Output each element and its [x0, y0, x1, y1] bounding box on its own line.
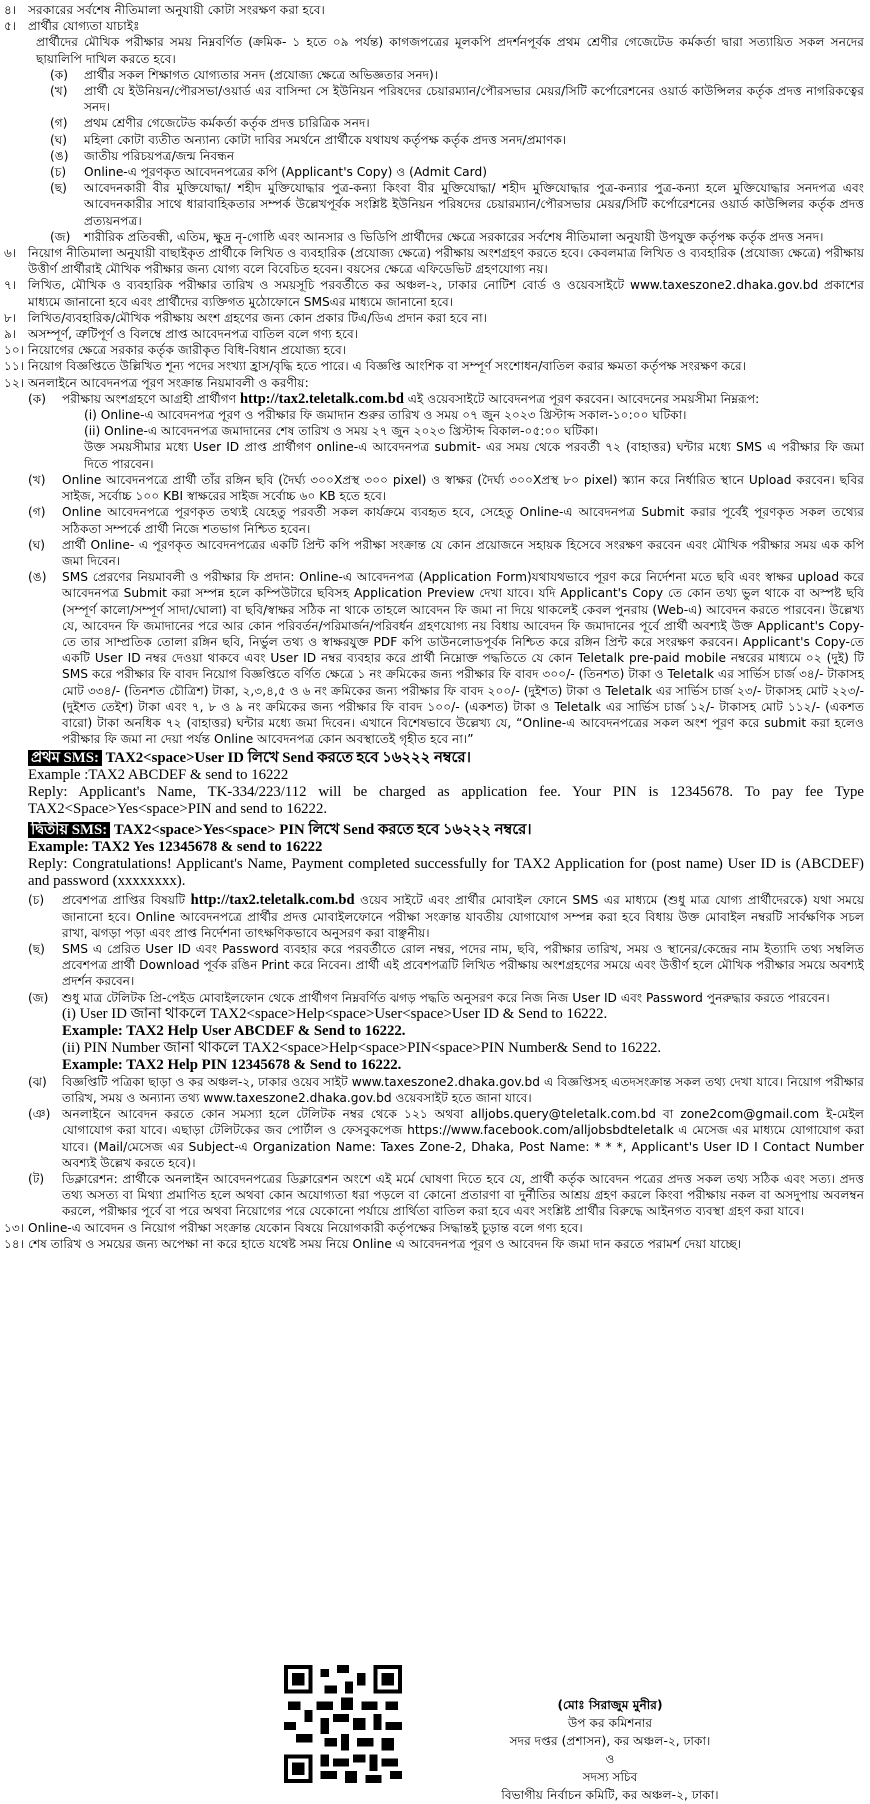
eligibility-item: (ঘ) মহিলা কোটা ব্যতীত অন্যান্য কোটা দাবির সমর্থনে প্রার্থীকে যথাযথ কর্তৃপক্ষ কর্তৃক প্রদত্ত সনদ/প্রমাণক।	[50, 132, 567, 147]
item-7: ৭। লিখিত, মৌখিক ও ব্যবহারিক পরীক্ষার তারিখ ও সময়সূচি পরবর্তীতে কর অঞ্চল-২, ঢাকার নোটিশ বোর্ড ও ওয়েবসাইটে www.taxeszone2.dhaka.gov.bd প্রকাশের মাধ্যমে জানানো হবে এবং প্রার্থীদের ব্যক্তিগত মুঠোফোনে SMSএর মাধ্যমে জানানো হবে।	[4, 278, 864, 309]
signatory-title: উপ কর কমিশনার	[567, 1716, 653, 1730]
sub-nya: (ঞ) অনলাইনে আবেদন করতে কোন সমস্যা হলে টেলিটক নম্বর থেকে ১২১ অথবা alljobs.query@teletalk.com.bd বা zone2com@gmail.com ই-মেইল যোগাযোগ করা যাবে। এছাড়া টেলিটকের জব পোর্টাল ও ফেসবুকপেজ https://www.facebook.com/alljobsbdteletalk এ মেসেজ এর মাধ্যমে যোগাযোগ করা যাবে। (Mail/মেসেজ এর Subject-এ Organization Name: Taxes Zone-2, Dhaka, Post Name: * * *, Applicant's User ID I Contact Number অবশ্যই উল্লেখ করতে হবে)।	[28, 1107, 864, 1170]
sms-second-block: দ্বিতীয় SMS: TAX2<space>Yes<space> PIN লিখে Send করতে হবে ১৬২২২ নম্বরে। Example: TAX2 Yes 12345678 & send to 16222 Reply: Congratulations! Applicant's Name, Payment completed successfully for TAX2 Application for (post name) User ID is (ABCDEF) and password (xxxxxxxx).	[28, 822, 864, 890]
item-6: ৬। নিয়োগ নীতিমালা অনুযায়ী বাছাইকৃত প্রার্থীকে লিখিত ও ব্যবহারিক (প্রযোজ্য ক্ষেত্রে) পরীক্ষায় অংশগ্রহণ করতে হবে। কেবলমাত্র লিখিত ও ব্যবহারিক (প্রযোজ্য ক্ষেত্রে) পরীক্ষায় উত্তীর্ণ প্রার্থীরাই মৌখিক পরীক্ষার জন্য যোগ্য বলে বিবেচিত হবেন। বয়সের ক্ষেত্রে এফিডেভিট গ্রহণযোগ্য নয়।	[4, 246, 864, 277]
sub-ja: (জ) শুধু মাত্র টেলিটক প্রি-পেইড মোবাইলফোন থেকে প্রার্থীগণ নিম্নবর্ণিত ঝগড় পদ্ধতি অনুসরণ করে নিজ নিজ User ID এবং Password পুনরুদ্ধার করতে পারবেন। (i) User ID জানা থাকলে TAX2<space>Help<space>User<space>User ID & Send to 16222. Example: TAX2 Help User ABCDEF & Send to 16222. (ii) PIN Number জানা থাকলে TAX2<space>Help<space>PIN<space>PIN Number& Send to 16222. Example: TAX2 Help PIN 12345678 & Send to 16222.	[28, 990, 830, 1073]
eligibility-item: (খ) প্রার্থী যে ইউনিয়ন/পৌরসভা/ওয়ার্ড এর বাসিন্দা সে ইউনিয়ন পরিষদের চেয়ারম্যান/পৌরসভার মেয়র/সিটি কর্পোরেশনের ওয়ার্ড কাউন্সিলর কর্তৃক প্রদত্ত নাগরিকত্বের সনদ।	[50, 84, 864, 115]
signatory-office: সদর দপ্তর (প্রশাসন), কর অঞ্চল-২, ঢাকা।	[509, 1734, 711, 1748]
sms-second-label: দ্বিতীয় SMS:	[28, 822, 110, 838]
signatory-role: সদস্য সচিব	[582, 1770, 638, 1784]
eligibility-item: (ঙ) জাতীয় পরিচয়পত্র/জন্ম নিবন্ধন	[50, 148, 235, 163]
item-5: ৫। প্রার্থীর যোগ্যতা যাচাইঃ প্রার্থীদের মৌখিক পরীক্ষার সময় নিম্নবর্ণিত (ক্রমিক- ১ হতে ০৯ পর্যন্ত) কাগজপত্রের মূলকপি প্রদর্শনপূর্বক প্রথম শ্রেণীর গেজেটেড কর্মকর্তা দ্বারা সত্যায়িত সকল সনদের ছায়ালিপি দাখিল করতে হবে। (ক) প্রার্থীর সকল শিক্ষাগত যোগ্যতার সনদ (প্রযোজ্য ক্ষেত্রে অভিজ্ঞতার সনদ)। (খ) প্রার্থী যে ইউনিয়ন/পৌরসভা/ওয়ার্ড এর বাসিন্দা সে ইউনিয়ন পরিষদের চেয়ারম্যান/পৌরসভার মেয়র/সিটি কর্পোরেশনের ওয়ার্ড কাউন্সিলর কর্তৃক প্রদত্ত নাগরিকত্বের সনদ। (গ) প্রথম শ্রেণীর গেজেটেড কর্মকর্তা কর্তৃক প্রদত্ত চারিত্রিক সনদ। (ঘ) মহিলা কোটা ব্যতীত অন্যান্য কোটা দাবির সমর্থনে প্রার্থীকে যথাযথ কর্তৃপক্ষ কর্তৃক প্রদত্ত সনদ/প্রমাণক। (ঙ) জাতীয় পরিচয়পত্র/জন্ম নিবন্ধন (চ) Online-এ পূরণকৃত আবেদনপত্রের কপি (Applicant's Copy) ও (Admit Card) (ছ) আবেদনকারী বীর মুক্তিযোদ্ধা/ শহীদ মুক্তিযোদ্ধার পুত্র-কন্যা কিংবা বীর মুক্তিযোদ্ধা/ শহীদ মুক্তিযোদ্ধার পুত্র-কন্যার পুত্র-কন্যা হলে মুক্তিযোদ্ধার সনদপত্র এবং আবেদনকারীর সাথে ধারাবাহিকতার সম্পর্ক উল্লেখপূর্বক সংশ্লিষ্ট ইউনিয়ন পরিষদের চেয়ারম্যান/পৌরসভার মেয়র/সিটি কর্পোরেশনের ওয়ার্ড কাউন্সিলর কর্তৃক প্রদত্ত প্রত্যয়নপত্র। (জ) শারীরিক প্রতিবন্ধী, এতিম, ক্ষুদ্র নৃ-গোষ্ঠি এবং আনসার ও ভিডিপি প্রার্থীদের ক্ষেত্রে সরকারের সর্বশেষ নীতিমালা অনুযায়ী উপযুক্ত কর্তৃপক্ষ কর্তৃক প্রদত্ত সনদ।	[4, 19, 864, 244]
item-5-intro: প্রার্থীদের মৌখিক পরীক্ষার সময় নিম্নবর্ণিত (ক্রমিক- ১ হতে ০৯ পর্যন্ত) কাগজপত্রের মূলকপি প্রদর্শনপূর্বক প্রথম শ্রেণীর গেজেটেড কর্মকর্তা দ্বারা সত্যায়িত সকল সনদের ছায়ালিপি দাখিল করতে হবে।	[36, 35, 864, 66]
sms-first-label: প্রথম SMS:	[28, 750, 102, 766]
sub-ka: (ক) পরীক্ষায় অংশগ্রহণে আগ্রহী প্রার্থীগণ http://tax2.teletalk.com.bd এই ওয়েবসাইটে আবেদনপত্র পূরণ করবেন। আবেদনের সময়সীমা নিম্নরূপ: (i) Online-এ আবেদনপত্র পূরণ ও পরীক্ষার ফি জমাদান শুরুর তারিখ ও সময় ০৭ জুন ২০২৩ খ্রিস্টাব্দ সকাল-১০:০০ ঘটিকা। (ii) Online-এ আবেদনপত্র জমাদানের শেষ তারিখ ও সময় ২৭ জুন ২০২৩ খ্রিস্টাব্দ বিকাল-০৫:০০ ঘটিকা। উক্ত সময়সীমার মধ্যে User ID প্রাপ্ত প্রার্থীগণ online-এ আবেদনপত্র submit- এর সময় থেকে পরবর্তী ৭২ (বাহাত্তর) ঘন্টার মধ্যে SMS এ পরীক্ষার ফি জমা দিতে পারবেন।	[28, 390, 864, 471]
item-8: ৮। লিখিত/ব্যবহারিক/মৌখিক পরীক্ষায় অংশ গ্রহণের জন্য কোন প্রকার টিএ/ডিএ প্রদান করা হবে না।	[4, 310, 487, 325]
sub-cha: (চ) প্রবেশপত্র প্রাপ্তির বিষয়টি http://tax2.teletalk.com.bd ওয়েব সাইটে এবং প্রার্থীর মোবাইল ফোনে SMS এর মাধ্যমে (শুধু মাত্র যোগ্য প্রার্থীদেরকে) যথা সময়ে জানানো হবে। Online আবেদনপত্রে প্রার্থীর প্রদত্ত মোবাইলফোনে পরীক্ষা সংক্রান্ত যাবতীয় যোগাযোগ সম্পন্ন করা হবে বিধায় উক্ত মোবাইল নম্বরটি সার্বক্ষণিক সচল রাখা, ঝগড়া পড়া এবং প্রাপ্ত নির্দেশনা তাৎক্ষণিকভাবে অনুসরণ করা বাঞ্ছনীয়।	[28, 892, 864, 940]
eligibility-item: (ছ) আবেদনকারী বীর মুক্তিযোদ্ধা/ শহীদ মুক্তিযোদ্ধার পুত্র-কন্যা কিংবা বীর মুক্তিযোদ্ধা/ শহীদ মুক্তিযোদ্ধার পুত্র-কন্যার পুত্র-কন্যা হলে মুক্তিযোদ্ধার সনদপত্র এবং আবেদনকারীর সাথে ধারাবাহিকতার সম্পর্ক উল্লেখপূর্বক সংশ্লিষ্ট ইউনিয়ন পরিষদের চেয়ারম্যান/পৌরসভার মেয়র/সিটি কর্পোরেশনের ওয়ার্ড কাউন্সিলর কর্তৃক প্রদত্ত প্রত্যয়নপত্র।	[50, 181, 864, 228]
item-12: ১২। অনলাইনে আবেদনপত্র পূরণ সংক্রান্ত নিয়মাবলী ও করণীয়: (ক) পরীক্ষায় অংশগ্রহণে আগ্রহী প্রার্থীগণ http://tax2.teletalk.com.bd এই ওয়েবসাইটে আবেদনপত্র পূরণ করবেন। আবেদনের সময়সীমা নিম্নরূপ: (i) Online-এ আবেদনপত্র পূরণ ও পরীক্ষার ফি জমাদান শুরুর তারিখ ও সময় ০৭ জুন ২০২৩ খ্রিস্টাব্দ সকাল-১০:০০ ঘটিকা। (ii) Online-এ আবেদনপত্র জমাদানের শেষ তারিখ ও সময় ২৭ জুন ২০২৩ খ্রিস্টাব্দ বিকাল-০৫:০০ ঘটিকা। উক্ত সময়সীমার মধ্যে User ID প্রাপ্ত প্রার্থীগণ online-এ আবেদনপত্র submit- এর সময় থেকে পরবর্তী ৭২ (বাহাত্তর) ঘন্টার মধ্যে SMS এ পরীক্ষার ফি জমা দিতে পারবেন। (খ) Online আবেদনপত্রে প্রার্থী তাঁর রঙ্গিন ছবি (দৈর্ঘ্য ৩০০Xপ্রস্থ ৩০০ pixel) ও স্বাক্ষর (দৈর্ঘ্য ৩০০Xপ্রস্থ ৮০ pixel) স্ক্যান করে নির্ধারিত স্থানে Upload করবেন। ছবির সাইজ, সর্বোচ্চ ১০০ KBI স্বাক্ষরের সাইজ সর্বোচ্চ ৬০ KB হতে হবে। (গ) Online আবেদনপত্রে পূরণকৃত তথ্যই যেহেতু পরবর্তী সকল কার্যক্রমে ব্যবহৃত হবে, সেহেতু Online-এ আবেদনপত্র Submit করার পূর্বেই পূরণকৃত সকল তথ্যের সঠিকতা সম্পর্কে প্রার্থী নিজে শতভাগ নিশ্চিত হবেন। (ঘ) প্রার্থী Online- এ পূরণকৃত আবেদনপত্রের একটি প্রিন্ট কপি পরীক্ষা সংক্রান্ত যে কোন প্রয়োজনে সহায়ক হিসেবে সংরক্ষণ করবেন এবং মৌখিক পরীক্ষার সময় এক কপি জমা দিবেন। (ঙ) SMS প্রেরণের নিয়মাবলী ও পরীক্ষার ফি প্রদান: Online-এ আবেদনপত্র (Application Form)যথাযথভাবে পূরণ করে নির্দেশনা মতে ছবি এবং স্বাক্ষর upload করে আবেদনপত্র Submit করা সম্পন্ন হলে কম্পিউটারে ছবিসহ Application Preview দেখা যাবে। যদি Applicant's Copy তে কোন তথ্য ভুল থাকে বা অস্পষ্ট ছবি (সম্পূর্ণ কালো/সম্পূর্ণ সাদা/ঘোলা) বা ছবি/স্বাক্ষর সঠিক না থাকে তাহলে আবেদন ফি জমা না দিয়ে থাকলেই কেবল পুনরায় (Web-এ) আবেদন করতে পারবেন। উল্লেখ্য যে, আবেদন ফি জমাদানের পরে আর কোন পরিবর্তন/পরিমার্জন/পরিবর্ধন গ্রহণযোগ্য নয় বিধায় আবেদন ফি জমাদানের পূর্বে প্রার্থী অবশ্যই উক্ত Applicant's Copy-তে তার সাম্প্রতিক তোলা রঙ্গিন ছবি, নির্ভুল তথ্য ও স্বাক্ষরযুক্ত PDF কপি ডাউনলোডপূর্বক নিশ্চিত করে রঙ্গিন প্রিন্ট করে সংরক্ষণ করবেন। Applicant's Copy-তে একটি User ID নম্বর দেওয়া থাকবে এবং User ID নম্বর ব্যবহার করে প্রার্থী নিম্নোক্ত পদ্ধতিতে যে কোন Teletalk pre-paid mobile নম্বরের মাধ্যমে ০২ (দুই) টি SMS করে পরীক্ষার ফি বাবদ নিয়োগ বিজ্ঞপ্তিতে বর্ণিত ক্ষেত্রে ১ নং ক্রমিকের জন্য পরীক্ষার ফি বাবদ ৩০০/- (তিনশত) টাকা ও Teletalk এর সার্ভিস চার্জ ৩৪/- টাকাসহ মোট ৩৩৪/- (তিনশত চৌত্রিশ) টাকা, ২,৩,৪,৫ ও ৬ নং ক্রমিকের জন্য পরীক্ষার ফি বাবদ ২০০/- (দুইশত) টাকা ও Teletalk এর সার্ভিস চার্জ ২৩/- টাকাসহ মোট ২২৩/- (দুইশত তেইশ) টাকা এবং ৭, ৮ ও ৯ নং ক্রমিকের জন্য পরীক্ষার ফি বাবদ ১০০/- (একশত) টাকা ও Teletalk এর সার্ভিস চার্জ ১২/- টাকাসহ মোট ১১২/- (একশত বারো) টাকা অনধিক ৭২ (বাহাত্তর) ঘন্টার মধ্যে জমা দিবেন। এখানে বিশেষভাবে উল্লেখ্য যে, “Online-এ আবেদনপত্রের সকল অংশ পূরণ করে submit করা হলেও পরীক্ষার ফি জমা না দেয়া পর্যন্ত Online আবেদনপত্র কোন অবস্থাতেই গৃহীত হবে না।” প্রথম SMS: TAX2<space>User ID লিখে Send করতে হবে ১৬২২২ নম্বরে। Example :TAX2 ABCDEF & send to 16222 Reply: Applicant's Name, TK-334/223/112 will be charged as application fee. Your PIN is 12345678. To pay fee Type TAX2<Space>Yes<space>PIN and send to 16222. দ্বিতীয় SMS: TAX2<space>Yes<space> PIN লিখে Send করতে হবে ১৬২২২ নম্বরে। Example: TAX2 Yes 12345678 & send to 16222 Reply: Congratulations! Applicant's Name, Payment completed successfully for TAX2 Application for (post name) User ID is (ABCDEF) and password (xxxxxxxx). (চ) প্রবেশপত্র প্রাপ্তির বিষয়টি http://tax2.teletalk.com.bd ওয়েব সাইটে এবং প্রার্থীর মোবাইল ফোনে SMS এর মাধ্যমে (শুধু মাত্র যোগ্য প্রার্থীদেরকে) যথা সময়ে জানানো হবে। Online আবেদনপত্রে প্রার্থীর প্রদত্ত মোবাইলফোনে পরীক্ষা সংক্রান্ত যাবতীয় যোগাযোগ সম্পন্ন করা হবে বিধায় উক্ত মোবাইল নম্বরটি সার্বক্ষণিক সচল রাখা, ঝগড়া পড়া এবং প্রাপ্ত নির্দেশনা তাৎক্ষণিকভাবে অনুসরণ করা বাঞ্ছনীয়। (ছ) SMS এ প্রেরিত User ID এবং Password ব্যবহার করে পরবর্তীতে রোল নম্বর, পদের নাম, ছবি, পরীক্ষার তারিখ, সময় ও স্থানের/কেন্দ্রের নাম ইত্যাদি তথ্য সম্বলিত প্রবেশপত্র প্রার্থী Download পূর্বক রঙিন Print করে নিবেন। প্রার্থী এই প্রবেশপত্রটি লিখিত পরীক্ষায় অংশগ্রহণের সময়ে এবং উত্তীর্ণ হলে মৌখিক পরীক্ষার সময়ে অবশ্যই প্রদর্শন করবেন। (জ) শুধু মাত্র টেলিটক প্রি-পেইড মোবাইলফোন থেকে প্রার্থীগণ নিম্নবর্ণিত ঝগড় পদ্ধতি অনুসরণ করে নিজ নিজ User ID এবং Password পুনরুদ্ধার করতে পারবেন। (i) User ID জানা থাকলে TAX2<space>Help<space>User<space>User ID & Send to 16222. Example: TAX2 Help User ABCDEF & Send to 16222. (ii) PIN Number জানা থাকলে TAX2<space>Help<space>PIN<space>PIN Number& Send to 16222. Example: TAX2 Help PIN 12345678 & Send to 16222. (ঝ) বিজ্ঞপ্তিটি পত্রিকা ছাড়া ও কর অঞ্চল-২, ঢাকার ওয়েব সাইট www.taxeszone2.dhaka.gov.bd এ বিজ্ঞপ্তিসহ এতদসংক্রান্ত সকল তথ্য দেখা যাবে। নিয়োগ পরীক্ষার তারিখ, সময় ও অন্যান্য তথ্য www.taxeszone2.dhaka.gov.bd ওয়েবসাইট হতে জানা যাবে। (ঞ) অনলাইনে আবেদন করতে কোন সমস্যা হলে টেলিটক নম্বর থেকে ১২১ অথবা alljobs.query@teletalk.com.bd বা zone2com@gmail.com ই-মেইল যোগাযোগ করা যাবে। এছাড়া টেলিটকের জব পোর্টাল ও ফেসবুকপেজ https://www.facebook.com/alljobsbdteletalk এ মেসেজ এর মাধ্যমে যোগাযোগ করা যাবে। (Mail/মেসেজ এর Subject-এ Organization Name: Taxes Zone-2, Dhaka, Post Name: * * *, Applicant's User ID I Contact Number অবশ্যই উল্লেখ করতে হবে)। (ট) ডিক্লারেশন: প্রার্থীকে অনলাইন আবেদনপত্রের ডিক্লারেশন অংশে এই মর্মে ঘোষণা দিতে হবে যে, প্রার্থী কর্তৃক আবেদন পত্রের প্রদত্ত সকল তথ্য সঠিক এবং সত্য। প্রদত্ত তথ্য অসত্য বা মিথ্যা প্রমাণিত হলে অথবা কোন অযোগ্যতা ধরা পড়লে বা কোনো প্রতারণা বা দুর্নীতির আশ্রয় গ্রহণ করলে কিংবা পরীক্ষায় নকল বা অসদুপায় অবলম্বন করলে, পরীক্ষার পূর্বে বা পরে অথবা নিয়োগের পরে যেকোনো পর্যায়ে প্রার্থিতা বাতিল করা হবে এবং সংশ্লিষ্ট প্রার্থীর বিরুদ্ধে আইনগত ব্যবস্থা গ্রহণ করা যাবে।	[4, 375, 865, 1219]
item-5-title: প্রার্থীর যোগ্যতা যাচাইঃ	[28, 19, 140, 34]
item-9: ৯। অসম্পূর্ণ, ত্রুটিপূর্ণ ও বিলম্বে প্রাপ্ত আবেদনপত্র বাতিল বলে গণ্য হবে।	[4, 327, 359, 342]
teletalk-link-2[interactable]: http://tax2.teletalk.com.bd	[190, 892, 355, 909]
signature-block: (মোঃ সিরাজুম মুনীর) উপ কর কমিশনার সদর দপ্তর (প্রশাসন), কর অঞ্চল-২, ঢাকা। ও সদস্য সচিব বিভাগীয় নির্বাচন কমিটি, কর অঞ্চল-২, ঢাকা।	[460, 1696, 760, 1804]
sms-first-block: প্রথম SMS: TAX2<space>User ID লিখে Send করতে হবে ১৬২২২ নম্বরে। Example :TAX2 ABCDEF & send to 16222 Reply: Applicant's Name, TK-334/223/112 will be charged as application fee. Your PIN is 12345678. To pay fee Type TAX2<Space>Yes<space>PIN and send to 16222.	[28, 750, 864, 818]
item-10: ১০। নিয়োগের ক্ষেত্রে সরকার কর্তৃক জারীকৃত বিধি-বিধান প্রযোজ্য হবে।	[4, 343, 347, 358]
teletalk-link[interactable]: http://tax2.teletalk.com.bd	[239, 390, 404, 407]
signatory-committee: বিভাগীয় নির্বাচন কমিটি, কর অঞ্চল-২, ঢাকা।	[501, 1788, 719, 1802]
sub-kha: (খ) Online আবেদনপত্রে প্রার্থী তাঁর রঙ্গিন ছবি (দৈর্ঘ্য ৩০০Xপ্রস্থ ৩০০ pixel) ও স্বাক্ষর (দৈর্ঘ্য ৩০০Xপ্রস্থ ৮০ pixel) স্ক্যান করে নির্ধারিত স্থানে Upload করবেন। ছবির সাইজ, সর্বোচ্চ ১০০ KBI স্বাক্ষরের সাইজ সর্বোচ্চ ৬০ KB হতে হবে।	[28, 472, 865, 504]
sub-ta: (ট) ডিক্লারেশন: প্রার্থীকে অনলাইন আবেদনপত্রের ডিক্লারেশন অংশে এই মর্মে ঘোষণা দিতে হবে যে, প্রার্থী কর্তৃক আবেদন পত্রের প্রদত্ত সকল তথ্য সঠিক এবং সত্য। প্রদত্ত তথ্য অসত্য বা মিথ্যা প্রমাণিত হলে অথবা কোন অযোগ্যতা ধরা পড়লে বা কোনো প্রতারণা বা দুর্নীতির আশ্রয় গ্রহণ করলে কিংবা পরীক্ষায় নকল বা অসদুপায় অবলম্বন করলে, পরীক্ষার পূর্বে বা পরে অথবা নিয়োগের পরে যেকোনো পর্যায়ে প্রার্থিতা বাতিল করা হবে এবং সংশ্লিষ্ট প্রার্থীর বিরুদ্ধে আইনগত ব্যবস্থা গ্রহণ করা যাবে।	[28, 1171, 864, 1219]
item-14: ১৪। শেষ তারিখ ও সময়ের জন্য অপেক্ষা না করে হাতে যথেষ্ট সময় নিয়ে Online এ আবেদনপত্র পূরণ ও আবেদন ফি জমা দান করতে পরামর্শ দেয়া যাচ্ছে।	[4, 1236, 742, 1251]
qr-code-icon	[284, 1665, 402, 1783]
sub-ga: (গ) Online আবেদনপত্রে পূরণকৃত তথ্যই যেহেতু পরবর্তী সকল কার্যক্রমে ব্যবহৃত হবে, সেহেতু Online-এ আবেদনপত্র Submit করার পূর্বেই পূরণকৃত সকল তথ্যের সঠিকতা সম্পর্কে প্রার্থী নিজে শতভাগ নিশ্চিত হবেন।	[28, 505, 864, 536]
eligibility-item: (চ) Online-এ পূরণকৃত আবেদনপত্রের কপি (Applicant's Copy) ও (Admit Card)	[50, 165, 487, 180]
sub-chha: (ছ) SMS এ প্রেরিত User ID এবং Password ব্যবহার করে পরবর্তীতে রোল নম্বর, পদের নাম, ছবি, পরীক্ষার তারিখ, সময় ও স্থানের/কেন্দ্রের নাম ইত্যাদি তথ্য সম্বলিত প্রবেশপত্র প্রার্থী Download পূর্বক রঙিন Print করে নিবেন। প্রার্থী এই প্রবেশপত্রটি লিখিত পরীক্ষায় অংশগ্রহণের সময়ে এবং উত্তীর্ণ হলে মৌখিক পরীক্ষার সময়ে অবশ্যই প্রদর্শন করবেন।	[28, 941, 864, 989]
signatory-name: (মোঃ সিরাজুম মুনীর)	[557, 1698, 663, 1712]
eligibility-item: (ক) প্রার্থীর সকল শিক্ষাগত যোগ্যতার সনদ (প্রযোজ্য ক্ষেত্রে অভিজ্ঞতার সনদ)।	[50, 67, 439, 82]
sub-jha: (ঝ) বিজ্ঞপ্তিটি পত্রিকা ছাড়া ও কর অঞ্চল-২, ঢাকার ওয়েব সাইট www.taxeszone2.dhaka.gov.bd এ বিজ্ঞপ্তিসহ এতদসংক্রান্ত সকল তথ্য দেখা যাবে। নিয়োগ পরীক্ষার তারিখ, সময় ও অন্যান্য তথ্য www.taxeszone2.dhaka.gov.bd ওয়েবসাইট হতে জানা যাবে।	[28, 1074, 864, 1105]
item-13: ১৩। Online-এ আবেদন ও নিয়োগ পরীক্ষা সংক্রান্ত যেকোন বিষয়ে নিয়োগকারী কর্তৃপক্ষের সিদ্ধান্তই চূড়ান্ত বলে গণ্য হবে।	[4, 1220, 583, 1235]
item-11: ১১। নিয়োগ বিজ্ঞপ্তিতে উল্লিখিত শূন্য পদের সংখ্যা হ্রাস/বৃদ্ধি হতে পারে। এ বিজ্ঞপ্তি আংশিক বা সম্পূর্ণ সংশোধন/বাতিল করার ক্ষমতা কর্তৃপক্ষ সংরক্ষণ করে।	[4, 359, 747, 374]
eligibility-item: (জ) শারীরিক প্রতিবন্ধী, এতিম, ক্ষুদ্র নৃ-গোষ্ঠি এবং আনসার ও ভিডিপি প্রার্থীদের ক্ষেত্রে সরকারের সর্বশেষ নীতিমালা অনুযায়ী উপযুক্ত কর্তৃপক্ষ কর্তৃক প্রদত্ত সনদ।	[50, 229, 824, 244]
sub-nga: (ঙ) SMS প্রেরণের নিয়মাবলী ও পরীক্ষার ফি প্রদান: Online-এ আবেদনপত্র (Application Form)যথাযথভাবে পূরণ করে নির্দেশনা মতে ছবি এবং স্বাক্ষর upload করে আবেদনপত্র Submit করা সম্পন্ন হলে কম্পিউটারে ছবিসহ Application Preview দেখা যাবে। যদি Applicant's Copy তে কোন তথ্য ভুল থাকে বা অস্পষ্ট ছবি (সম্পূর্ণ কালো/সম্পূর্ণ সাদা/ঘোলা) বা ছবি/স্বাক্ষর সঠিক না থাকে তাহলে আবেদন ফি জমা না দিয়ে থাকলেই কেবল পুনরায় (Web-এ) আবেদন করতে পারবেন। উল্লেখ্য যে, আবেদন ফি জমাদানের পরে আর কোন পরিবর্তন/পরিমার্জন/পরিবর্ধন গ্রহণযোগ্য নয় বিধায় আবেদন ফি জমাদানের পূর্বে প্রার্থী অবশ্যই উক্ত Applicant's Copy-তে তার সাম্প্রতিক তোলা রঙ্গিন ছবি, নির্ভুল তথ্য ও স্বাক্ষরযুক্ত PDF কপি ডাউনলোডপূর্বক নিশ্চিত করে রঙ্গিন প্রিন্ট করে সংরক্ষণ করবেন। Applicant's Copy-তে একটি User ID নম্বর দেওয়া থাকবে এবং User ID নম্বর ব্যবহার করে প্রার্থী নিম্নোক্ত পদ্ধতিতে যে কোন Teletalk pre-paid mobile নম্বরের মাধ্যমে ০২ (দুই) টি SMS করে পরীক্ষার ফি বাবদ নিয়োগ বিজ্ঞপ্তিতে বর্ণিত ক্ষেত্রে ১ নং ক্রমিকের জন্য পরীক্ষার ফি বাবদ ৩০০/- (তিনশত) টাকা ও Teletalk এর সার্ভিস চার্জ ৩৪/- টাকাসহ মোট ৩৩৪/- (তিনশত চৌত্রিশ) টাকা, ২,৩,৪,৫ ও ৬ নং ক্রমিকের জন্য পরীক্ষার ফি বাবদ ২০০/- (দুইশত) টাকা ও Teletalk এর সার্ভিস চার্জ ২৩/- টাকাসহ মোট ২২৩/- (দুইশত তেইশ) টাকা এবং ৭, ৮ ও ৯ নং ক্রমিকের জন্য পরীক্ষার ফি বাবদ ১০০/- (একশত) টাকা ও Teletalk এর সার্ভিস চার্জ ১২/- টাকাসহ মোট ১১২/- (একশত বারো) টাকা অনধিক ৭২ (বাহাত্তর) ঘন্টার মধ্যে জমা দিবেন। এখানে বিশেষভাবে উল্লেখ্য যে, “Online-এ আবেদনপত্রের সকল অংশ পূরণ করে submit করা হলেও পরীক্ষার ফি জমা না দেয়া পর্যন্ত Online আবেদনপত্র কোন অবস্থাতেই গৃহীত হবে না।”	[28, 570, 864, 747]
sub-gha: (ঘ) প্রার্থী Online- এ পূরণকৃত আবেদনপত্রের একটি প্রিন্ট কপি পরীক্ষা সংক্রান্ত যে কোন প্রয়োজনে সহায়ক হিসেবে সংরক্ষণ করবেন এবং মৌখিক পরীক্ষার সময় এক কপি জমা দিবেন।	[28, 537, 864, 568]
item-12-title: অনলাইনে আবেদনপত্র পূরণ সংক্রান্ত নিয়মাবলী ও করণীয়:	[28, 375, 309, 390]
eligibility-item: (গ) প্রথম শ্রেণীর গেজেটেড কর্মকর্তা কর্তৃক প্রদত্ত চারিত্রিক সনদ।	[50, 116, 370, 131]
eligibility-list	[28, 67, 864, 245]
item-4: ৪। সরকারের সর্বশেষ নীতিমালা অনুযায়ী কোটা সংরক্ষণ করা হবে।	[4, 3, 325, 17]
